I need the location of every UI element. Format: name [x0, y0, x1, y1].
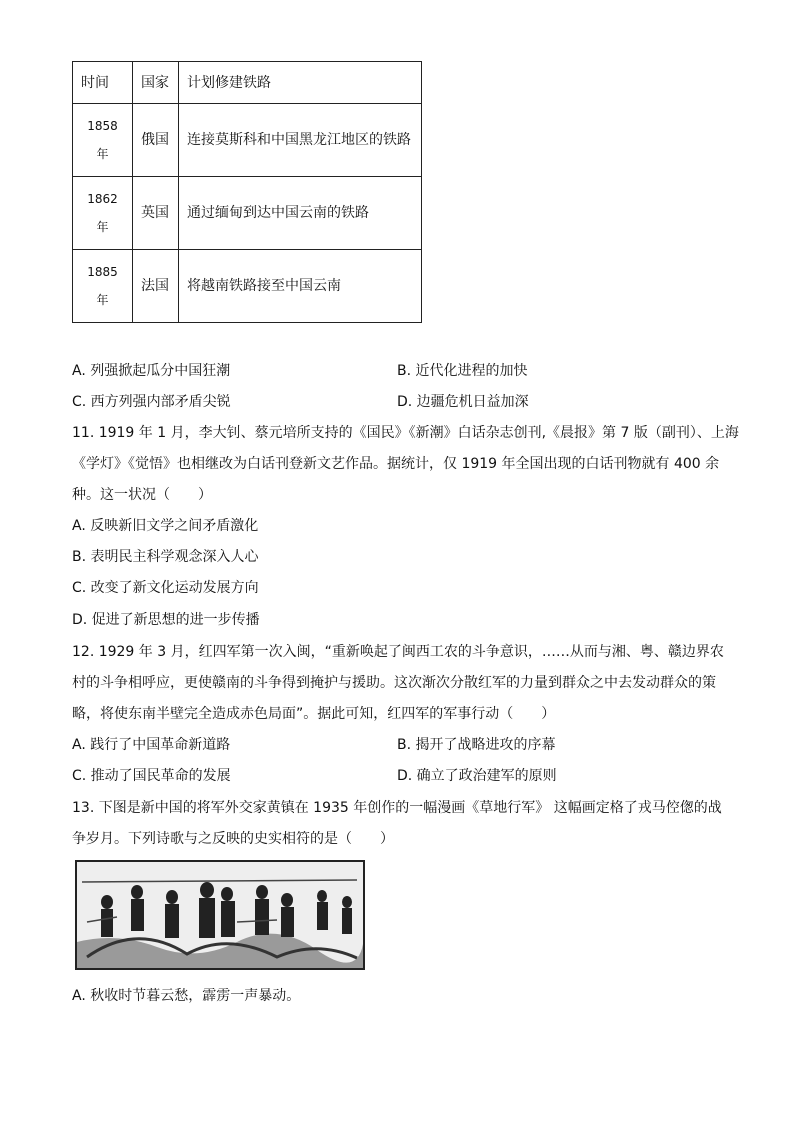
- q10-option-a[interactable]: A. 列强掀起瓜分中国狂潮: [72, 363, 231, 379]
- march-sketch-image: [75, 860, 365, 970]
- table-row: [73, 104, 422, 177]
- year-unit: 年: [96, 220, 109, 234]
- header-country: 国家: [133, 62, 179, 104]
- q13-stem-line1: 13. 下图是新中国的将军外交家黄镇在 1935 年创作的一幅漫画《草地行军》 这幅画定格了戎马倥偬的战: [72, 800, 722, 816]
- q10-option-c[interactable]: C. 西方列强内部矛盾尖锐: [72, 394, 231, 410]
- q10-option-d[interactable]: D. 边疆危机日益加深: [397, 394, 529, 410]
- year-cell: [73, 177, 133, 250]
- year-unit: 年: [96, 293, 109, 307]
- year-cell: [73, 250, 133, 323]
- q12-stem-line1: 12. 1929 年 3 月，红四军第一次入闽，“重新唤起了闽西工农的斗争意识，……从而与湘、粤、赣边界农: [72, 644, 724, 660]
- q13-stem-line2: 争岁月。下列诗歌与之反映的史实相符的是（ ）: [72, 831, 394, 847]
- q12-option-a[interactable]: A. 践行了中国革命新道路: [72, 737, 231, 753]
- q12-option-c[interactable]: C. 推动了国民革命的发展: [72, 768, 231, 784]
- table-row: [73, 250, 422, 323]
- year-unit: 年: [96, 147, 109, 161]
- header-railway: 计划修建铁路: [179, 62, 422, 104]
- q11-stem-line1: 11. 1919 年 1 月，李大钊、蔡元培所支持的《国民》《新潮》白话杂志创刊,《晨报》第 7 版（副刊）、上海: [72, 425, 739, 441]
- year-number: 1885: [87, 265, 118, 279]
- sketch-illustration: [77, 862, 363, 968]
- country-cell: 英国: [133, 177, 179, 250]
- q13-option-a[interactable]: A. 秋收时节暮云愁，霹雳一声暴动。: [72, 988, 301, 1004]
- year-cell: [73, 104, 133, 177]
- year-number: 1858: [87, 119, 118, 133]
- q11-option-d[interactable]: D. 促进了新思想的进一步传播: [72, 612, 260, 628]
- q10-option-b[interactable]: B. 近代化进程的加快: [397, 363, 528, 379]
- q11-stem-line2: 《学灯》《觉悟》也相继改为白话刊登新文艺作品。据统计，仅 1919 年全国出现的白话刊物就有 400 余: [72, 456, 720, 472]
- q12-option-d[interactable]: D. 确立了政治建军的原则: [397, 768, 557, 784]
- q11-option-c[interactable]: C. 改变了新文化运动发展方向: [72, 580, 259, 596]
- q11-option-a[interactable]: A. 反映新旧文学之间矛盾激化: [72, 518, 259, 534]
- header-time: 时间: [73, 62, 133, 104]
- table-row: [73, 177, 422, 250]
- country-cell: 俄国: [133, 104, 179, 177]
- q11-stem-line3: 种。这一状况（ ）: [72, 487, 212, 503]
- railway-cell: 通过缅甸到达中国云南的铁路: [179, 177, 422, 250]
- q11-option-b[interactable]: B. 表明民主科学观念深入人心: [72, 549, 259, 565]
- railway-plan-table: [72, 61, 422, 323]
- railway-cell: 将越南铁路接至中国云南: [179, 250, 422, 323]
- table-header-row: [73, 62, 422, 104]
- railway-cell: 连接莫斯科和中国黑龙江地区的铁路: [179, 104, 422, 177]
- q12-stem-line2: 村的斗争相呼应，更使赣南的斗争得到掩护与援助。这次渐次分散红军的力量到群众之中去发动群众的策: [72, 675, 716, 691]
- q12-stem-line3: 略，将使东南半壁完全造成赤色局面”。据此可知，红四军的军事行动（ ）: [72, 706, 556, 722]
- country-cell: 法国: [133, 250, 179, 323]
- year-number: 1862: [87, 192, 118, 206]
- q12-option-b[interactable]: B. 揭开了战略进攻的序幕: [397, 737, 556, 753]
